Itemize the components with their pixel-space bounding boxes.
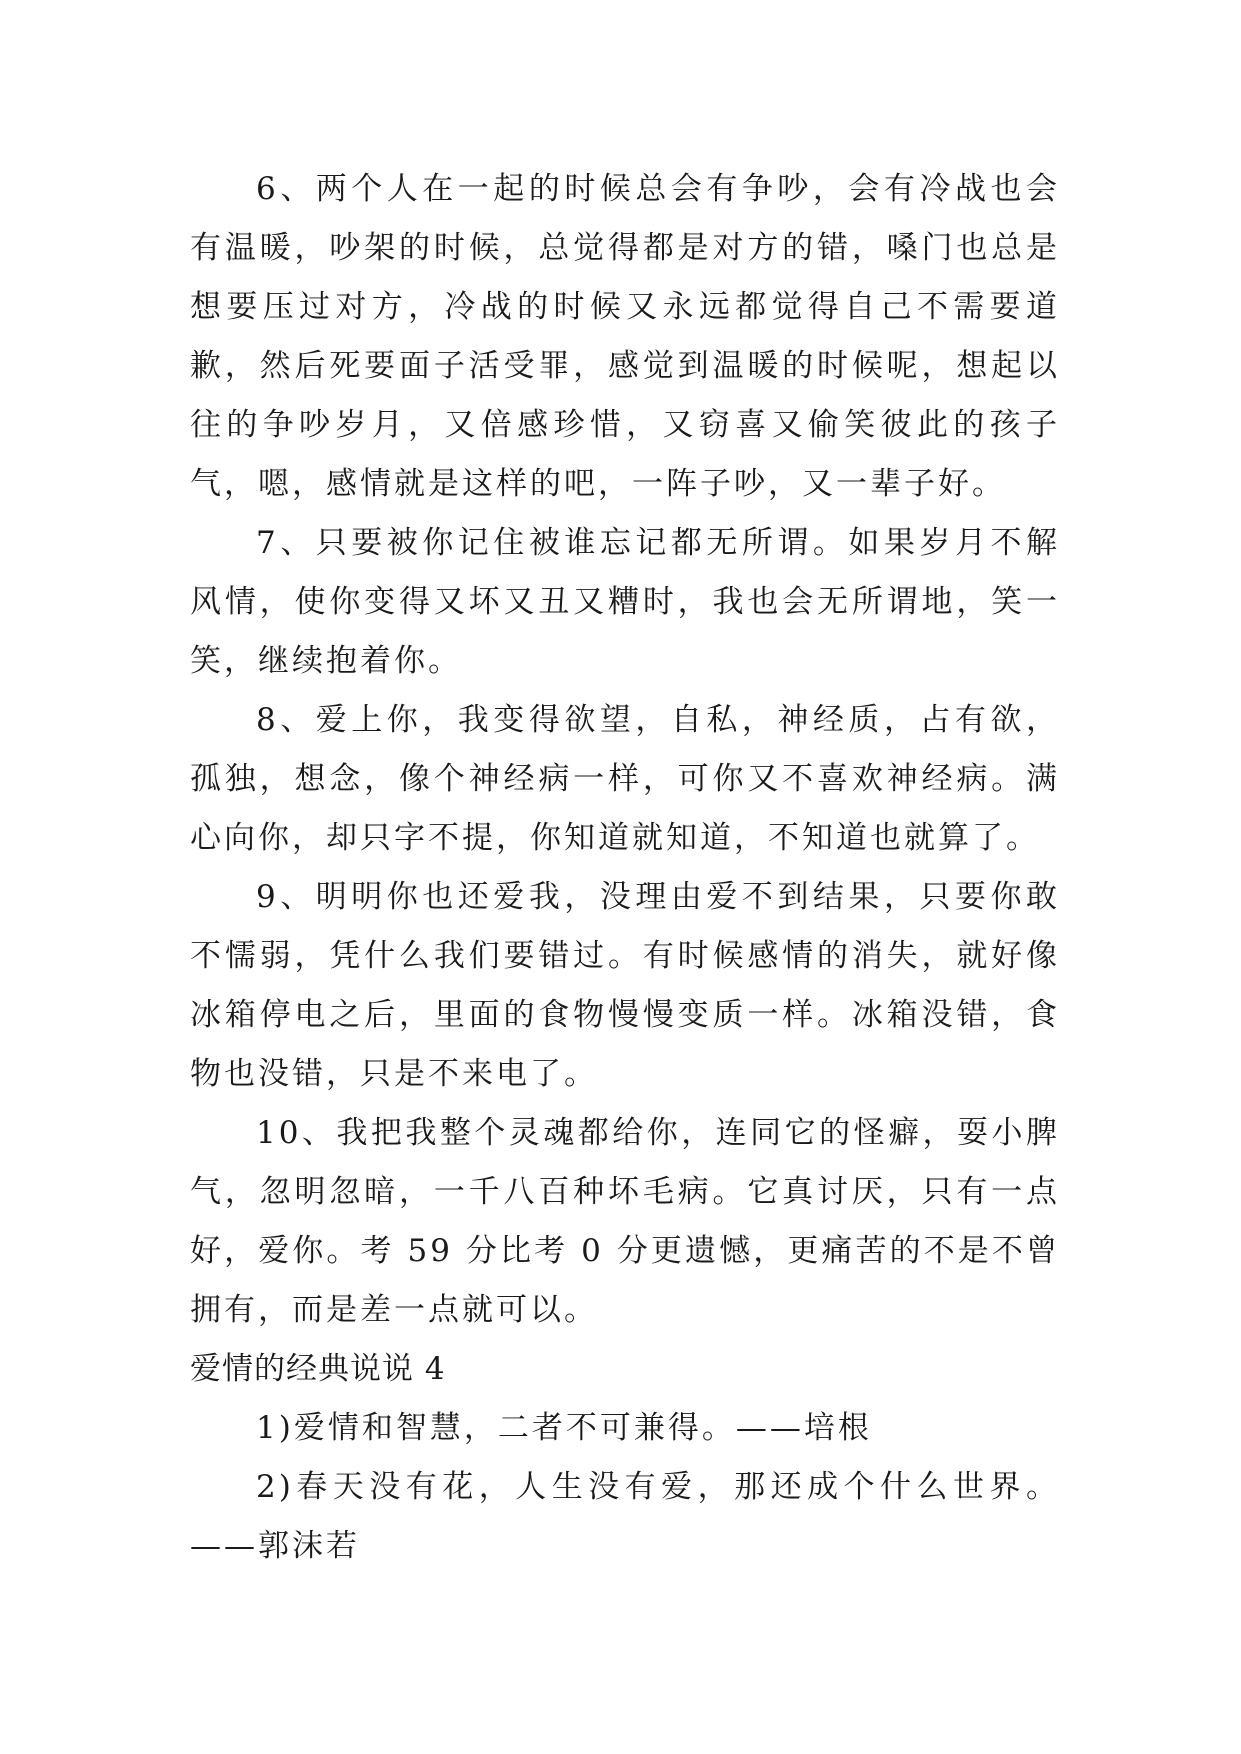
paragraph-8: 8、爱上你，我变得欲望，自私，神经质，占有欲，孤独，想念，像个神经病一样，可你又不喜欢神经病。满心向你，却只字不提，你知道就知道，不知道也就算了。 — [190, 702, 1060, 856]
section-heading: 爱情的经典说说 4 — [190, 1351, 446, 1387]
paragraph-7: 7、只要被你记住被谁忘记都无所谓。如果岁月不解风情，使你变得又坏又丑又糟时，我也会无所谓地，笑一笑，继续抱着你。 — [190, 525, 1060, 679]
paragraph-9: 9、明明你也还爱我，没理由爱不到结果，只要你敢不懦弱，凭什么我们要错过。有时候感情的消失，就好像冰箱停电之后，里面的食物慢慢变质一样。冰箱没错，食物也没错，只是不来电了。 — [190, 879, 1060, 1092]
document-page — [190, 160, 1060, 1576]
quote-2: 2)春天没有花，人生没有爱，那还成个什么世界。——郭沫若 — [190, 1469, 1060, 1564]
quote-1: 1)爱情和智慧，二者不可兼得。——培根 — [256, 1410, 872, 1446]
paragraph-10: 10、我把我整个灵魂都给你，连同它的怪癖，耍小脾气，忽明忽暗，一千八百种坏毛病。它真讨厌，只有一点好，爱你。考 59 分比考 0 分更遗憾，更痛苦的不是不曾拥有，而是差一点就可以。 — [190, 1115, 1060, 1328]
paragraph-6: 6、两个人在一起的时候总会有争吵，会有冷战也会有温暖，吵架的时候，总觉得都是对方的错，嗓门也总是想要压过对方，冷战的时候又永远都觉得自己不需要道歉，然后死要面子活受罪，感觉到温暖的时候呢，想起以往的争吵岁月，又倍感珍惜，又窃喜又偷笑彼此的孩子气，嗯，感情就是这样的吧，一阵子吵，又一辈子好。 — [190, 171, 1060, 502]
